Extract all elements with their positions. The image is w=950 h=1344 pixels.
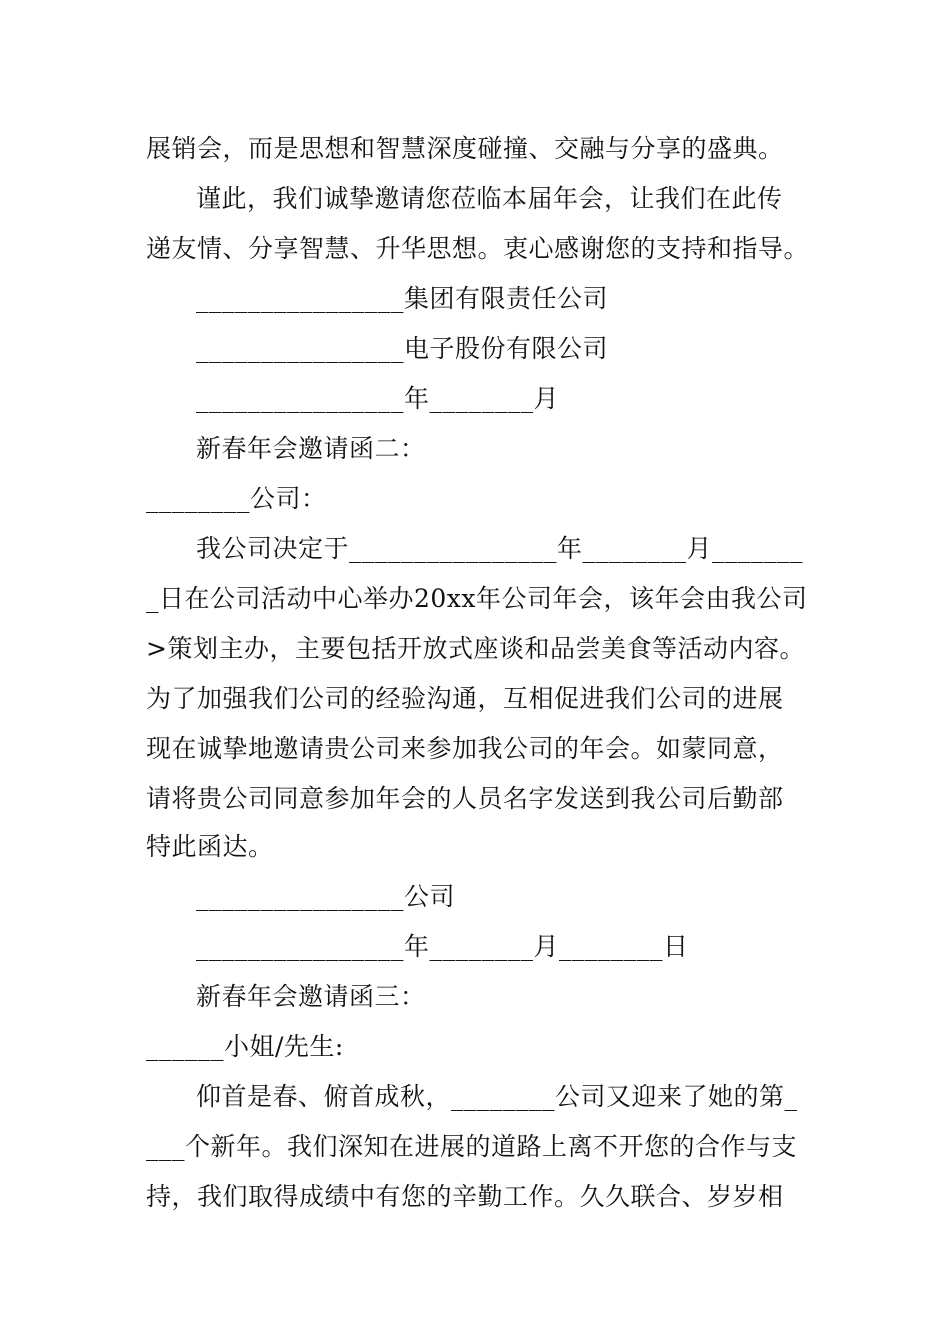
text-line-22: 持，我们取得成绩中有您的辛勤工作。久久联合、岁岁相	[146, 1182, 784, 1211]
signature-company-line-3: ________________公司	[196, 882, 456, 911]
salutation-line-3: ______小姐/先生:	[146, 1032, 344, 1061]
date-line-2: ________________年________月________日	[196, 932, 689, 961]
text-line-1: 展销会，而是思想和智慧深度碰撞、交融与分享的盛典。	[146, 134, 784, 163]
text-line-2: 谨此，我们诚挚邀请您莅临本届年会，让我们在此传	[196, 184, 783, 213]
text-line-15: 特此函达。	[146, 832, 274, 861]
date-line-1: ________________年________月	[196, 384, 560, 413]
text-line-13: 现在诚挚地邀请贵公司来参加我公司的年会。如蒙同意，	[146, 734, 784, 763]
section-heading-3: 新春年会邀请函三：	[196, 982, 426, 1011]
signature-company-line-2: ________________电子股份有限公司	[196, 334, 609, 363]
text-line-14: 请将贵公司同意参加年会的人员名字发送到我公司后勤部	[146, 784, 784, 813]
section-heading-2: 新春年会邀请函二：	[196, 434, 426, 463]
text-line-21: ___个新年。我们深知在进展的道路上离不开您的合作与支	[146, 1132, 798, 1161]
text-line-11: >策划主办，主要包括开放式座谈和品尝美食等活动内容。	[146, 634, 805, 663]
text-line-10: _日在公司活动中心举办20xx年公司年会，该年会由我公司	[146, 584, 808, 613]
text-line-12: 为了加强我们公司的经验沟通，互相促进我们公司的进展	[146, 684, 784, 713]
salutation-line-2: ________公司：	[146, 484, 327, 513]
text-line-9: 我公司决定于________________年________月_______	[196, 534, 804, 563]
signature-company-line-1: ________________集团有限责任公司	[196, 284, 609, 313]
text-line-3: 递友情、分享智慧、升华思想。衷心感谢您的支持和指导。	[146, 234, 810, 263]
text-line-20: 仰首是春、俯首成秋，________公司又迎来了她的第_	[196, 1082, 798, 1111]
